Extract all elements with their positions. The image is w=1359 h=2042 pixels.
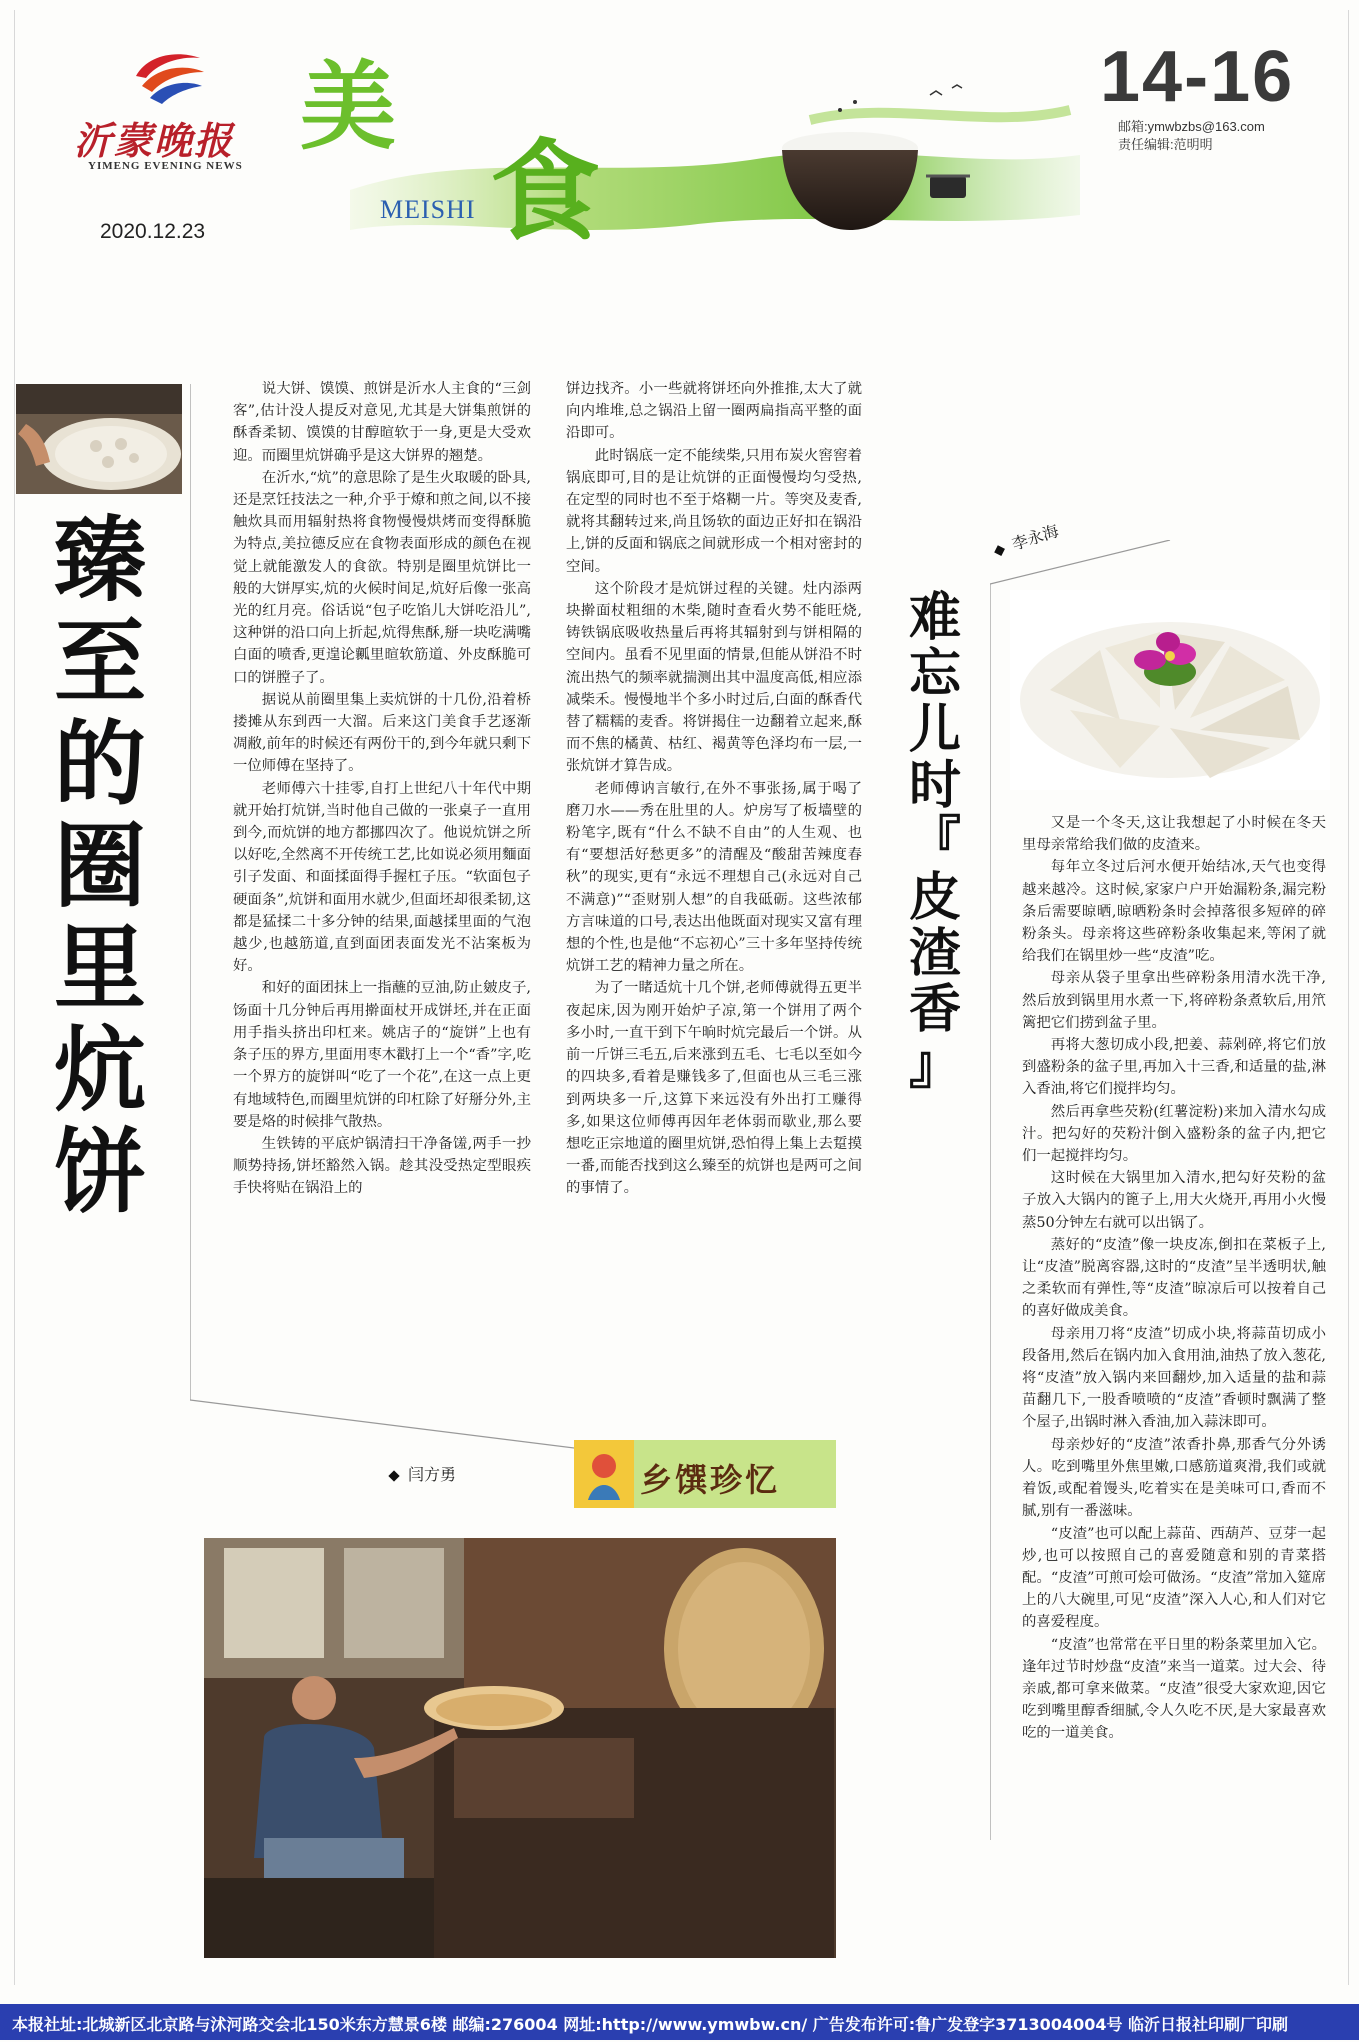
newspaper-logo — [66, 48, 266, 188]
story1-column-2 — [566, 378, 862, 1200]
headline-char: 儿 — [908, 700, 961, 760]
diamond-bullet-icon — [994, 545, 1005, 556]
paragraph: 说大饼、馍馍、煎饼是沂水人主食的“三剑客”,估计没人提反对意见,尤其是大饼集煎饼的酥香柔韧、馍馍的甘醇暄软于一身,更是大受欢迎。而圈里炕饼确乎是这大饼界的翘楚。 — [233, 381, 531, 464]
paragraph: 每年立冬过后河水便开始结冰,天气也变得越来越冷。这时候,家家户户开始漏粉条,漏完粉条后需要晾晒,晾晒粉条时会掉落很多短碎的碎粉条头。母亲将这些碎粉条收集起来,等闲了就给我们在锅里炒一些“皮渣”吃。 — [1022, 859, 1326, 965]
diamond-bullet-icon — [388, 1470, 399, 1481]
story1-author — [390, 1462, 456, 1485]
headline-char: 难 — [908, 588, 961, 648]
headline-char: 里 — [53, 915, 146, 1022]
section-english-label: MEISHI — [380, 195, 476, 224]
headline-char: 圈 — [53, 813, 146, 920]
paragraph: 在沂水,“炕”的意思除了是生火取暖的卧具,还是烹饪技法之一种,介乎于燎和煎之间,以不接触炊具而用辐射热将食物慢慢烘烤而变得酥脆为特点,美拉德反应在食物表面形成的颜色在视觉上就能激发人的食欲。特别是圈里炕饼比一般的大饼厚实,炕的火候时间足,炕好后像一张高光的红月亮。俗话说“包子吃馅儿大饼吃沿儿”,这种饼的沿口向上折起,炕得焦酥,掰一块吃满嘴白面的喷香,更遑论瓤里暄软筋道、外皮酥脆可口的饼膛子了。 — [233, 469, 531, 686]
paragraph: 这个阶段才是炕饼过程的关键。灶内添两块擀面杖粗细的木柴,随时查看火势不能旺烧,铸铁锅底吸收热量后再将其辐射到与饼相隔的空间内。虽看不见里面的情景,但能从饼沿不时流出热气的频率就揣测出其中温度高低,相应添减柴禾。慢慢地半个多小时过后,白面的酥香代替了糯糯的麦香。将饼揭住一边翻着立起来,酥而不焦的橘黄、枯红、褐黄等色泽均布一层,一张炕饼才算告成。 — [566, 580, 862, 775]
headline-char: 渣 — [908, 924, 961, 984]
paragraph: 为了一睹适炕十几个饼,老师傅就得五更半夜起床,因为刚开始炉子凉,第一个饼用了两个多小时,一直干到下午晌时炕完最后一个饼。从前一斤饼三毛五,后来涨到五毛、七毛以至如今的四块多,看着是赚钱多了,但面也从三毛三涨到两块多一斤,这算下来远没有外出打工赚得多,如果这位师傅再因年老体弱而歇业,那么要想吃正宗地道的圈里炕饼,恐怕得上集上去踅摸一番,而能否找到这么臻至的炕饼也是两可之间的事情了。 — [566, 980, 862, 1197]
paragraph: 母亲炒好的“皮渣”浓香扑鼻,那香气分外诱人。吃到嘴里外焦里嫩,口感筋道爽滑,我们或就着饭,或配着馒头,吃着实在是美味可口,香而不腻,别有一番滋味。 — [1022, 1436, 1326, 1520]
headline-char: 『 — [908, 812, 961, 872]
headline-char: 的 — [53, 711, 146, 818]
page-frame-left — [14, 10, 15, 1985]
headline-char: 香 — [908, 980, 961, 1040]
headline-char: 炕 — [53, 1017, 146, 1124]
headline-char: 至 — [53, 609, 146, 716]
paragraph: 母亲用刀将“皮渣”切成小块,将蒜苗切成小段备用,然后在锅内加入食用油,油热了放入葱花,将“皮渣”放入锅内来回翻炒,加入适量的盐和蒜苗翻几下,一股香喷喷的“皮渣”香顿时飘满了整个屋子,出锅时淋入香油,加入蒜沫即可。 — [1022, 1325, 1326, 1431]
page-number: 14-16 — [1100, 37, 1295, 117]
headline-char: 饼 — [53, 1119, 146, 1226]
logo-chinese-name: 沂蒙晚报 — [74, 118, 235, 163]
paragraph: 和好的面团抹上一指蘸的豆油,防止皴皮子,饧面十几分钟后再用擀面杖开成饼坯,并在正面用手指头挤出印杠来。姚店子的“旋饼”上也有条子压的界方,里面用枣木戳打上一个“香”字,吃一个界方的旋饼叫“吃了一个花”,在这一点上更有地域特色,而圈里炕饼的印杠除了好掰分外,主要是烙的时候排气散热。 — [233, 980, 531, 1130]
paragraph: 然后再拿些芡粉(红薯淀粉)来加入清水勾成汁。把勾好的芡粉汁倒入盛粉条的盆子内,把它们一起搅拌均匀。 — [1022, 1103, 1326, 1165]
story2-headline — [900, 590, 970, 1094]
paragraph: 又是一个冬天,这让我想起了小时候在冬天里母亲常给我们做的皮渣来。 — [1022, 815, 1326, 854]
paragraph: 老师傅讷言敏行,在外不事张扬,属于喝了磨刀水——秀在肚里的人。炉房写了板墙壁的粉笔字,既有“什么不缺不自由”的人生观、也有“要想活好愁更多”的清醒及“酸甜苦辣度春秋”的现实,更有“永远不理想自己(永远对自己不满意)”“歪财别人想”的自我砥砺。这些浓郁方言味道的口号,表达出他既面对现实又富有理想的个性,也是他“不忘初心”三十多年坚持传统炕饼工艺的精神力量之所在。 — [566, 780, 862, 975]
section-badge-label: 乡馔珍忆 — [640, 1461, 781, 1499]
story1-column-1 — [233, 378, 531, 1200]
author-name: 李永海 — [1009, 521, 1062, 554]
headline-char: 』 — [908, 1036, 961, 1096]
paragraph: 生铁铸的平底炉锅清扫干净备馐,两手一抄顺势持扬,饼坯豁然入锅。趁其没受热定型眼疾手快将贴在锅沿上的 — [233, 1135, 531, 1197]
logo-english-name: YIMENG EVENING NEWS — [88, 160, 243, 172]
baker-at-stove-photo — [204, 1538, 836, 1958]
svg-text:美: 美 — [300, 50, 396, 163]
editor-name: 责任编辑:范明明 — [1118, 137, 1213, 152]
paragraph: “皮渣”也常常在平日里的粉条菜里加入它。逢年过节时炒盘“皮渣”来当一道菜。过大会、待亲戚,都可拿来做菜。“皮渣”很受大家欢迎,因它吃到嘴里醇香细腻,令人久吃不厌,是大家最喜欢吃的一道美食。 — [1022, 1636, 1326, 1742]
headline-char: 臻 — [53, 507, 146, 614]
story1-headline — [40, 507, 160, 1226]
paragraph: 再将大葱切成小段,把姜、蒜剁碎,将它们放到盛粉条的盆子里,再加入十三香,和适量的盐,淋入香油,将它们搅拌均匀。 — [1022, 1037, 1326, 1098]
footer-bar — [0, 2004, 1359, 2040]
paragraph: 这时候在大锅里加入清水,把勾好芡粉的盆子放入大锅内的篦子上,用大火烧开,再用小火慢蒸50分钟左右就可以出锅了。 — [1022, 1170, 1326, 1231]
editor-info — [1118, 118, 1318, 154]
footer-info: 本报社址:北城新区北京路与沭河路交会北150米东方慧景6楼 邮编:276004 网址:http://www.ymwbw.cn/ 广告发布许可:鲁广发登字3713004004号 临沂日报社印刷厂印刷 — [12, 2015, 1289, 2034]
headline-char: 忘 — [908, 644, 961, 704]
svg-text:食: 食 — [490, 127, 600, 256]
editor-email: 邮箱:ymwbzbs@163.com — [1118, 119, 1265, 134]
paragraph: 饼边找齐。小一些就将饼坯向外推推,太大了就向内堆堆,总之锅沿上留一圈两扁指高平整的面沿即可。 — [566, 381, 862, 442]
section-banner-illustration — [290, 40, 1090, 280]
headline-char: 皮 — [908, 868, 961, 928]
issue-date: 2020.12.23 — [100, 220, 206, 243]
paragraph: 据说从前圈里集上卖炕饼的十几份,沿着桥搂摊从东到西一大溜。后来这门美食手艺逐渐凋敝,前年的时候还有两份干的,到今年就只剩下一位师傅在坚持了。 — [233, 691, 531, 775]
story2-column — [1022, 812, 1326, 1745]
paragraph: 老师傅六十挂零,自打上世纪八十年代中期就开始打炕饼,当时他自己做的一张桌子一直用到今,而炕饼的地方都挪四次了。他说炕饼之所以好吃,全然离不开传统工艺,比如说必须用麵面引子发面、和面揉面得手握杠子压。“软面包子硬面条”,炕饼和面用水就少,但面坯却很柔韧,这都是猛揉二十多分钟的结果,面越揉里面的气泡越少,也越筋道,直到面团表面发光不沾案板为好。 — [233, 780, 531, 975]
logo-mark-icon — [128, 48, 208, 106]
author-name: 闫方勇 — [408, 1465, 457, 1484]
flatbread-photo — [16, 384, 182, 494]
paragraph: 母亲从袋子里拿出些碎粉条用清水洗干净,然后放到锅里用水煮一下,将碎粉条煮软后,用笊篱把它们捞到盆子里。 — [1022, 970, 1326, 1031]
paragraph: “皮渣”也可以配上蒜苗、西葫芦、豆芽一起炒,也可以按照自己的喜爱随意和别的青菜搭配。“皮渣”可煎可烩可做汤。“皮渣”常加入筵席上的八大碗里,可见“皮渣”深入人心,和人们对它的喜爱程度。 — [1022, 1525, 1326, 1631]
pizha-dish-photo — [1010, 590, 1330, 790]
headline-char: 时 — [908, 756, 961, 816]
paragraph: 蒸好的“皮渣”像一块皮冻,倒扣在菜板子上,让“皮渣”脱离容器,这时的“皮渣”呈半透明状,触之柔软而有弹性,等“皮渣”晾凉后可以按着自己的喜好做成美食。 — [1022, 1236, 1326, 1320]
paragraph: 此时锅底一定不能续柴,只用布炭火窖窖着锅底即可,目的是让炕饼的正面慢慢均匀受热,在定型的同时也不至于烙糊一片。等突及麦香,就将其翻转过来,尚且饧软的面边正好扣在锅沿上,饼的反面和锅底之间就形成一个相对密封的空间。 — [566, 447, 862, 575]
